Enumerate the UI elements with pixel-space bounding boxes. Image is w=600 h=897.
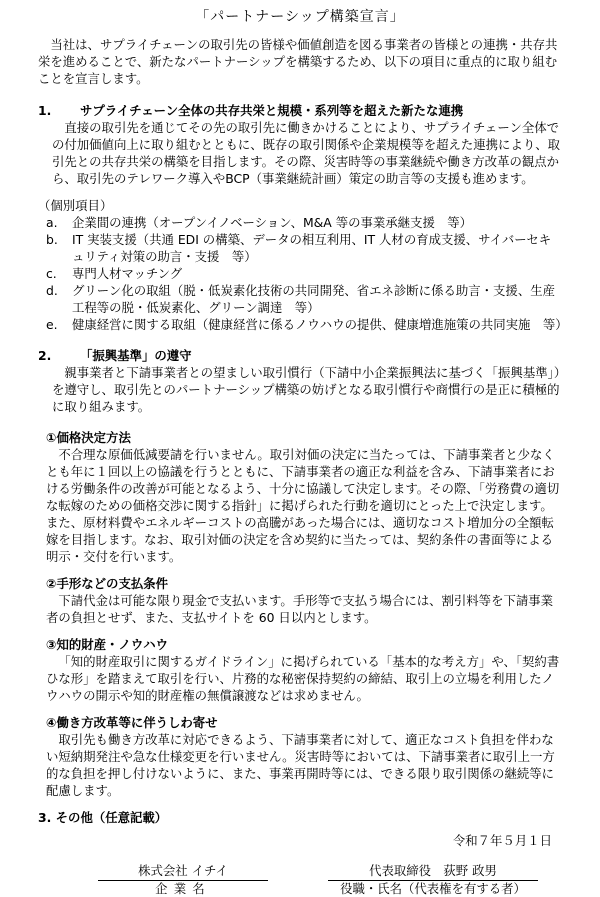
section2-number: 2. [38,348,52,363]
section3-number: 3. [38,810,52,825]
item-marker: d. [46,283,58,298]
subsection-ip-body: 「知的財産取引に関するガイドライン」に掲げられている「基本的な考え方」や、「契約書ひな形」を踏まえて取引を行い、片務的な秘密保持契約の締結、取引上の立場を利用したノウハウの開示や知的財産権の無償譲渡などは求めません。 [46,654,560,703]
subsection-payment-heading: ②手形などの支払条件 [46,576,169,591]
item-text: グリーン化の取組（脱・低炭素化技術の共同開発、省エネ診断に係る助言・支援、生産工程等の脱・低炭素化、グリーン調達 等） [72,283,555,315]
subsection-payment-body: 下請代金は可能な限り現金で支払います。手形等で支払う場合には、割引料等を下請事業者の負担とせず、また、支払サイトを 60 日以内とします。 [46,593,554,625]
section1-number: 1. [38,103,52,118]
signature-block [38,863,562,897]
section2-heading [38,347,562,364]
section1-body: 直接の取引先を通じてその先の取引先に働きかけることにより、サプライチェーン全体での付加価値向上に取り組むとともに、既存の取引関係や企業規模等を超えた連携により、取引先との共存共栄の構築を目指します。その際、災害時等の事業継続や働き方改革の観点から、取引先のテレワーク導入やBCP（事業継続計画）策定の助言等の支援も進めます。 [52,120,561,186]
item-text: 企業間の連携（オープンイノベーション、M&A 等の事業承継支援 等） [72,215,473,230]
section3-heading [38,809,562,826]
section2-body: 親事業者と下請事業者との望ましい取引慣行（下請中小企業振興法に基づく「振興基準」）を遵守し、取引先とのパートナーシップ構築の妨げとなる取引慣行や商慣行の是正に積極的に取り組みます。 [52,365,561,414]
list-item [38,231,562,265]
section1-heading [38,102,562,119]
representative-name: 代表取締役 荻野 政男 [328,863,538,881]
section3-title: その他（任意記載） [55,810,168,825]
company-signature [98,863,268,897]
intro-paragraph: 当社は、サプライチェーンの取引先の皆様や価値創造を図る事業者の皆様との連携・共存共栄を進めることで、新たなパートナーシップを構築するため、以下の項目に重点的に取り組むことを宣言します。 [38,37,558,86]
company-name: 株式会社 イチイ [98,863,268,881]
representative-label: 役職・氏名（代表権を有する者） [340,881,526,896]
item-text: IT 実装支援（共通 EDI の構築、データの相互利用、IT 人材の育成支援、サイバーセキュリティ対策の助言・支援 等） [72,232,552,264]
item-marker: b. [46,232,58,247]
document-title: 「パートナーシップ構築宣言」 [195,9,405,25]
items-title: （個別項目） [38,198,113,213]
representative-signature [328,863,538,897]
subsection-ip-heading: ③知的財産・ノウハウ [46,637,169,652]
company-label: 企業名 [155,881,211,896]
list-item [38,282,562,316]
list-item [38,265,562,282]
section1-title: サプライチェーン全体の共存共栄と規模・系列等を超えた新たな連携 [80,103,464,118]
subsection-price-body: 不合理な原価低減要請を行いません。取引対価の決定に当たっては、下請事業者と少なくとも年に１回以上の協議を行うとともに、下請事業者の適正な利益を含み、下請事業者における労働条件の改善が可能となるよう、十分に協議して決定します。その際、「労務費の適切な転嫁のための価格交渉に関する指針」に掲げられた行動を適切にとった上で決定します。また、原材料費やエネルギーコストの高騰があった場合には、適切なコスト増加分の全額転嫁を目指します。なお、取引対価の決定を含め契約に当たっては、契約条件の書面等による明示・交付を行います。 [46,447,560,564]
list-item [38,214,562,231]
item-marker: c. [46,266,57,281]
item-text: 専門人材マッチング [72,266,183,281]
subsection-price-heading: ①価格決定方法 [46,430,131,445]
item-marker: a. [46,215,58,230]
subsection-workstyle-body: 取引先も働き方改革に対応できるよう、下請事業者に対して、適正なコスト負担を伴わない短納期発注や急な仕様変更を行いません。災害時等においては、下請事業者に取引上一方的な負担を押し付けないように、また、事業再開時等には、できる限り取引関係の継続等に配慮します。 [46,732,555,798]
declaration-date: 令和７年５月１日 [452,833,552,848]
section2-title: 「振興基準」の遵守 [80,348,192,363]
item-marker: e. [46,317,58,332]
item-text: 健康経営に関する取組（健康経営に係るノウハウの提供、健康増進施策の共同実施 等） [72,317,568,332]
subsection-workstyle-heading: ④働き方改革等に伴うしわ寄せ [46,715,218,730]
list-item [38,316,568,333]
